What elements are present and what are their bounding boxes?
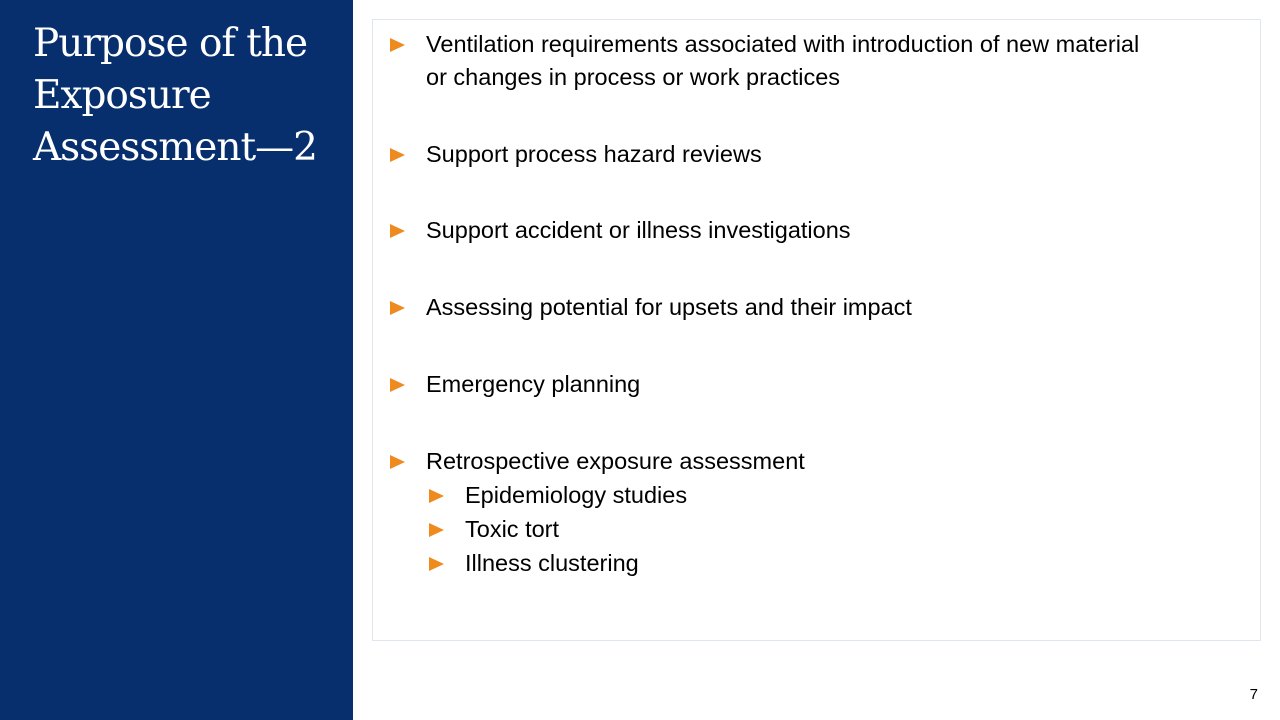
bullet-text: Assessing potential for upsets and their impact — [426, 294, 912, 320]
bullet-text: Emergency planning — [426, 371, 641, 397]
sub-bullet-text: Illness clustering — [465, 550, 639, 576]
sub-bullet-text: Toxic tort — [465, 516, 560, 542]
triangle-bullet-icon — [390, 301, 405, 315]
bullet-item — [426, 368, 640, 401]
bullet-text: Ventilation requirements associated with introduction of new material — [426, 31, 1140, 57]
bullet-item — [426, 28, 1139, 94]
triangle-bullet-icon — [390, 38, 405, 52]
triangle-bullet-icon — [429, 523, 444, 537]
triangle-bullet-icon — [390, 378, 405, 392]
sub-bullet-item — [465, 547, 639, 580]
bullet-text-continued: or changes in process or work practices — [426, 64, 841, 90]
page-number: 7 — [1249, 686, 1258, 703]
triangle-bullet-icon — [429, 557, 444, 571]
triangle-bullet-icon — [390, 224, 405, 238]
title-sidebar — [0, 0, 353, 720]
triangle-bullet-icon — [390, 148, 405, 162]
sub-bullet-item — [465, 479, 687, 512]
bullet-item — [426, 445, 805, 478]
bullet-text: Support accident or illness investigations — [426, 217, 851, 243]
sub-bullet-text: Epidemiology studies — [465, 482, 688, 508]
bullet-text: Retrospective exposure assessment — [426, 448, 805, 474]
sub-bullet-item — [465, 513, 559, 546]
bullet-item — [426, 291, 912, 324]
bullet-item — [426, 138, 762, 171]
triangle-bullet-icon — [390, 455, 405, 469]
bullet-item — [426, 214, 851, 247]
triangle-bullet-icon — [429, 489, 444, 503]
slide-title: Purpose of the Exposure Assessment—2 — [33, 21, 317, 170]
bullet-text: Support process hazard reviews — [426, 141, 762, 167]
